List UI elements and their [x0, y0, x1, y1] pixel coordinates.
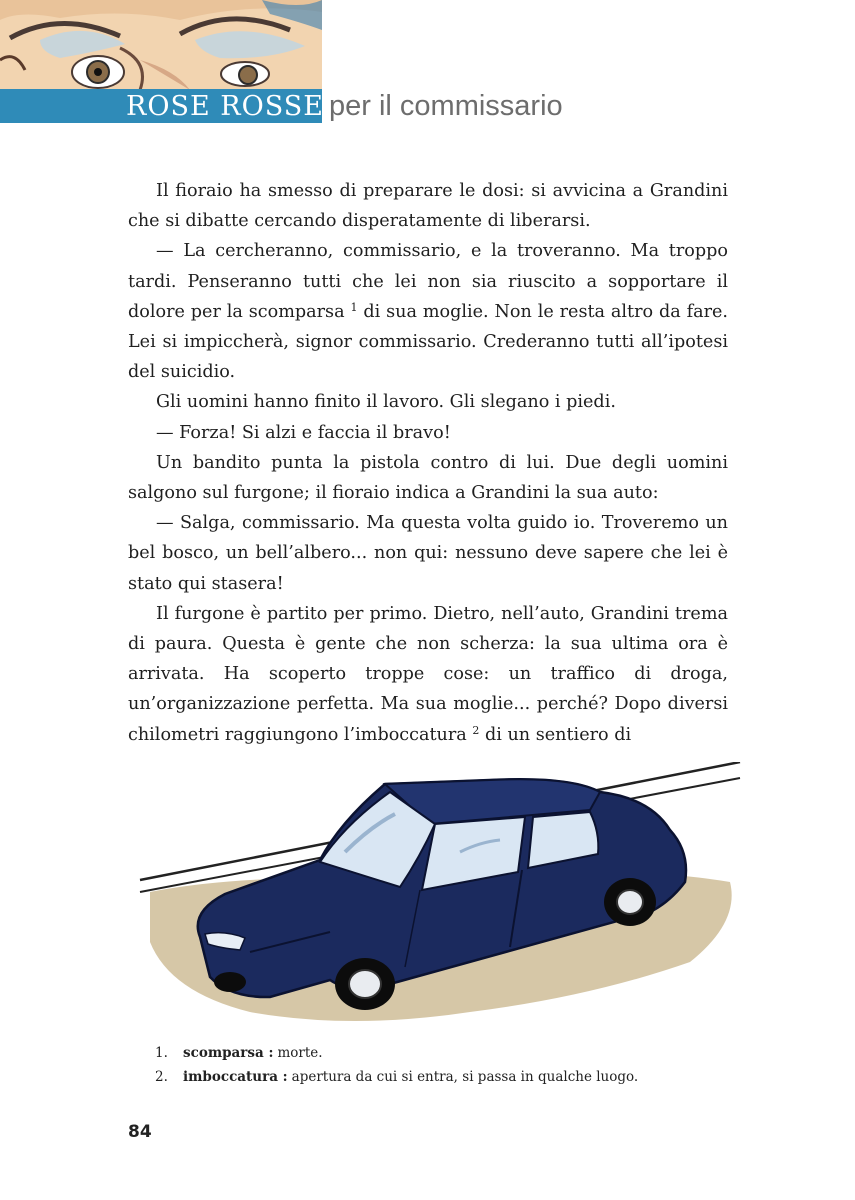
page-number: 84 — [128, 1122, 152, 1142]
footnote-ref: 1 — [350, 300, 358, 314]
body-text — [128, 176, 728, 750]
footnote-ref: 2 — [472, 723, 480, 737]
car-illustration — [130, 762, 750, 1037]
paragraph: — Forza! Si alzi e faccia il bravo! — [156, 422, 451, 443]
book-title: ROSE ROSSE — [126, 91, 324, 122]
paragraph: Gli uomini hanno finito il lavoro. Gli slegano i piedi. — [156, 392, 616, 413]
header-illustration — [0, 0, 322, 90]
footnote-definition: apertura da cui si entra, si passa in qualche luogo. — [291, 1069, 639, 1085]
paragraph: Il furgone è partito per primo. Dietro, nell’auto, Grandini trema di paura. Questa è gente che non scherza: la sua ultima ora è arrivata. Ha scoperto troppe cose: un traffico di droga, un’organizzazione perfetta. Ma sua moglie... perché? Dopo diversi chilometri raggiungono l’imboccatura $^2$ di un sentiero di — [128, 603, 728, 745]
footnote — [155, 1041, 775, 1065]
footnote — [155, 1065, 775, 1089]
footnote-definition: morte. — [277, 1045, 323, 1061]
paragraph: — Salga, commissario. Ma questa volta guido io. Troveremo un bel bosco, un bell’albero... non qui: nessuno deve sapere che lei è stato qui stasera! — [128, 513, 728, 594]
footnote-number: 1. — [155, 1045, 168, 1061]
footnote-number: 2. — [155, 1069, 168, 1085]
paragraph: Il fioraio ha smesso di preparare le dosi: si avvicina a Grandini che si dibatte cercando disperatamente di liberarsi. — [128, 181, 728, 232]
footnote-term: imboccatura : — [183, 1069, 288, 1085]
book-subtitle: per il commissario — [329, 90, 563, 122]
paragraph: Un bandito punta la pistola contro di lui. Due degli uomini salgono sul furgone; il fioraio indica a Grandini la sua auto: — [128, 452, 728, 504]
footnotes — [155, 1041, 775, 1089]
footnote-term: scomparsa : — [183, 1045, 274, 1061]
paragraph: — La cercheranno, commissario, e la troveranno. Ma troppo tardi. Penseranno tutti che lei non sia riuscito a sopportare il dolore per la scomparsa $^1$ di sua moglie. Non le resta altro da fare. Lei si impiccherà, signor commissario. Crederanno tutti all’ipotesi del suicidio. — [128, 241, 729, 383]
